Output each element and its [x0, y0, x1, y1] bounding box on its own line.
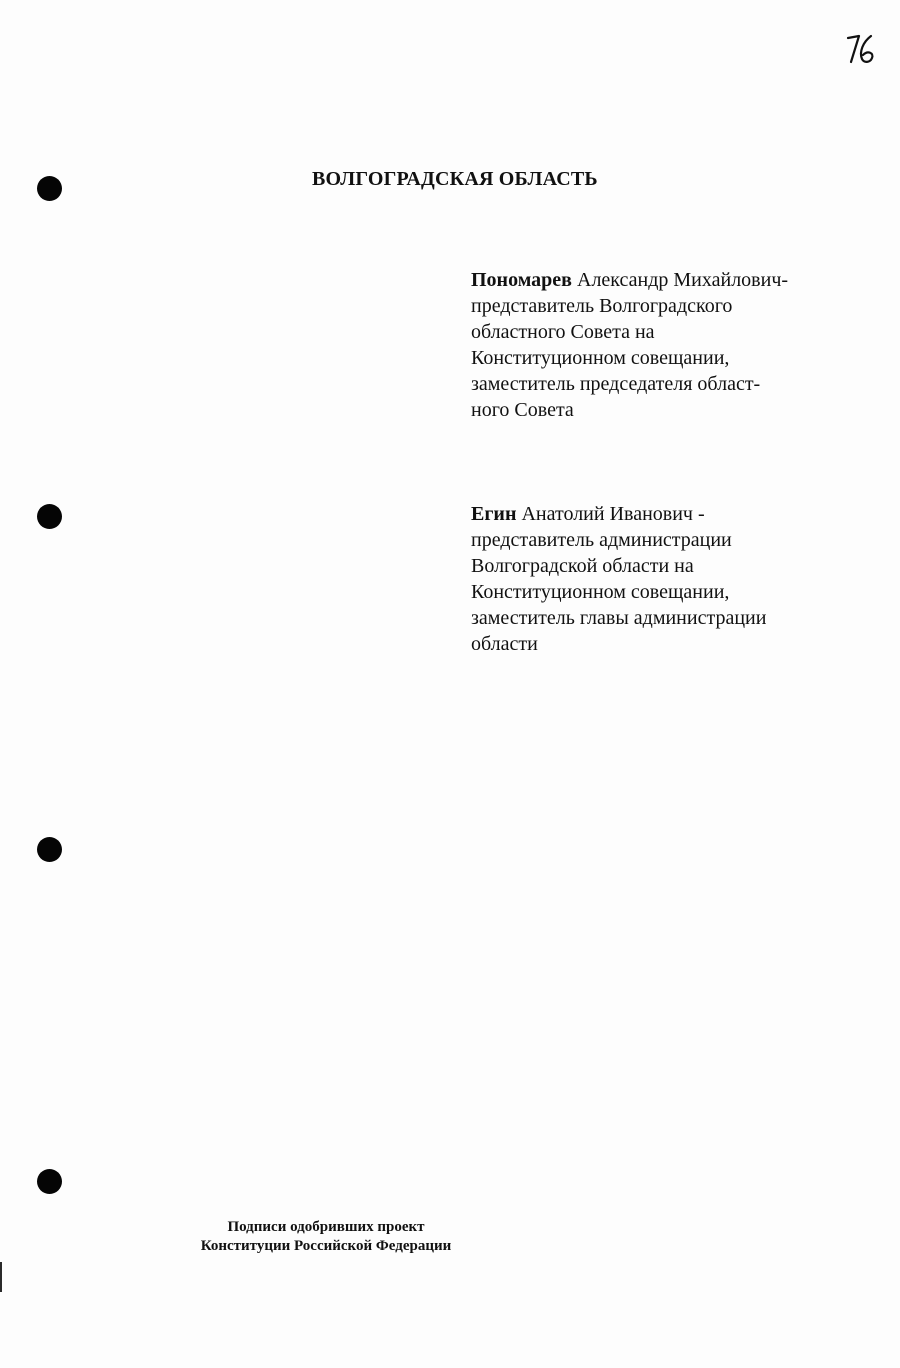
scan-edge-mark [0, 1262, 2, 1292]
person-description-line: Конституционном совещании, [471, 347, 730, 369]
handwritten-page-number-mark [842, 28, 882, 68]
person-description-line: Конституционном совещании, [471, 581, 730, 603]
person-description-line: ного Совета [471, 399, 574, 421]
punch-hole-3 [37, 837, 62, 862]
person-name-line [471, 501, 831, 527]
footer-line-2: Конституции Российской Федерации [200, 1238, 452, 1254]
person-surname: Пономарев [471, 269, 572, 291]
punch-hole-2 [37, 504, 62, 529]
footer-caption [186, 1218, 466, 1256]
person-description-line: представитель администрации [471, 529, 732, 551]
person-description-line: области [471, 633, 538, 655]
region-title: ВОЛГОГРАДСКАЯ ОБЛАСТЬ [312, 168, 598, 190]
person-description-line: заместитель председателя област- [471, 373, 761, 395]
person-description-line: представитель Волгоградского [471, 295, 733, 317]
person-description-line: заместитель главы администрации [471, 607, 767, 629]
person-name-line [471, 267, 831, 293]
person-given-names: Александр Михайлович- [577, 269, 789, 291]
person-description-line: областного Совета на [471, 321, 655, 343]
person-entry-2 [471, 501, 831, 657]
person-surname: Егин [471, 503, 517, 525]
person-entry-1 [471, 267, 831, 423]
punch-hole-4 [37, 1169, 62, 1194]
punch-hole-1 [37, 176, 62, 201]
person-given-names: Анатолий Иванович - [521, 503, 705, 525]
handwritten-page-number [842, 28, 882, 68]
person-description-line: Волгоградской области на [471, 555, 694, 577]
footer-line-1: Подписи одобривших проект [227, 1219, 425, 1235]
